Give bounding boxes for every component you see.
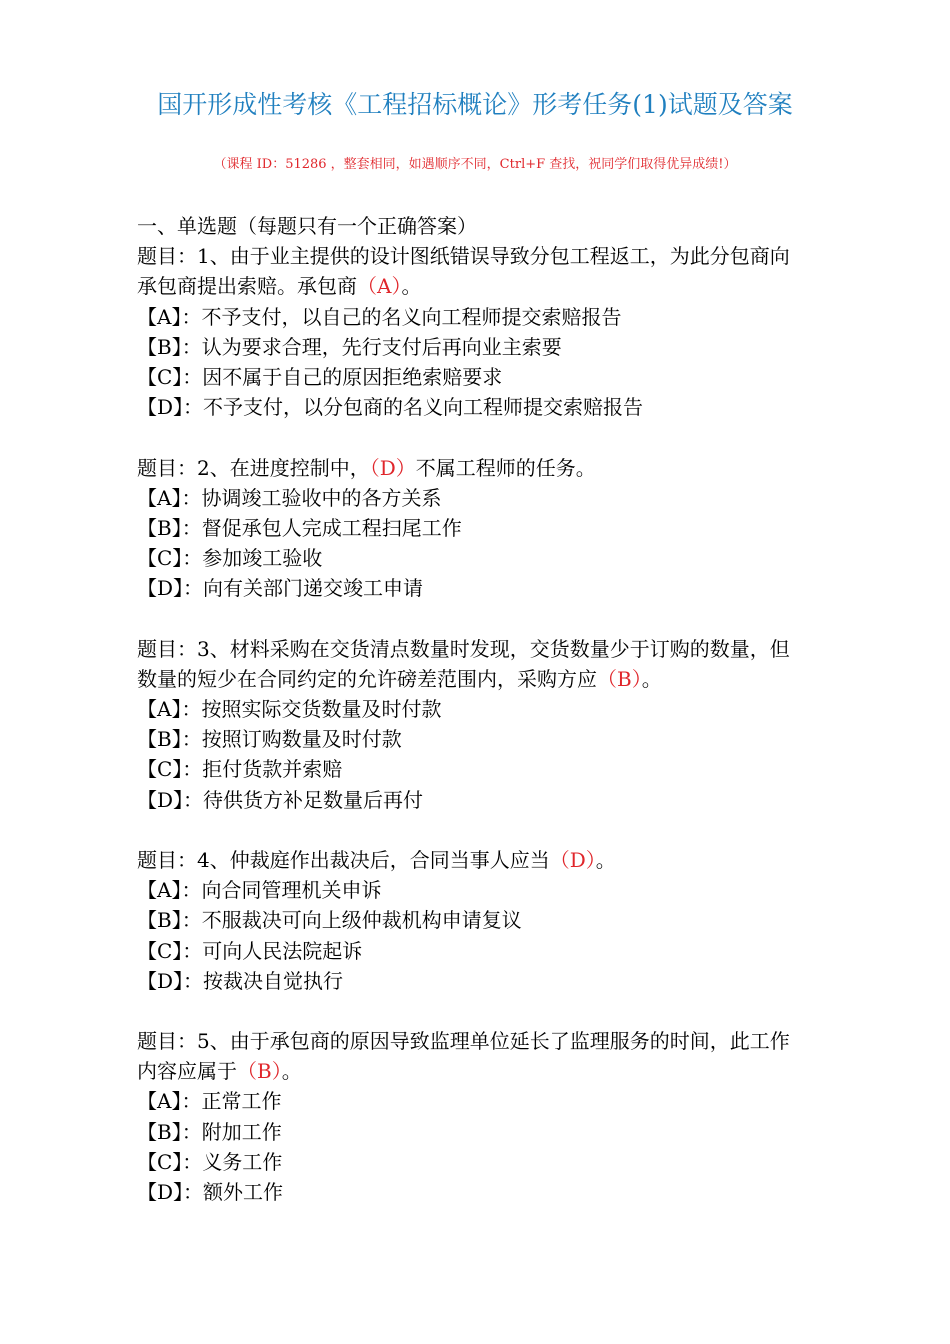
question-stem-text: 题目：2、在进度控制中， bbox=[137, 455, 370, 480]
question-stem-text: 。 bbox=[595, 847, 616, 872]
option-d: 【D】：不予支付，以分包商的名义向工程师提交索赔报告 bbox=[137, 395, 644, 420]
document-body bbox=[137, 211, 865, 1207]
option-a: 【A】：正常工作 bbox=[137, 1089, 282, 1114]
option-d: 【D】：按裁决自觉执行 bbox=[137, 968, 344, 993]
question-2 bbox=[137, 453, 865, 604]
section-heading: 一、单选题（每题只有一个正确答案） bbox=[137, 214, 477, 238]
option-d: 【D】：待供货方补足数量后再付 bbox=[137, 787, 424, 812]
question-4 bbox=[137, 845, 865, 996]
answer-mark: （A） bbox=[357, 274, 402, 299]
question-stem bbox=[137, 1056, 865, 1086]
option-b: 【B】：附加工作 bbox=[137, 1119, 282, 1144]
question-stem-text: 。 bbox=[281, 1059, 302, 1084]
option-c: 【C】：拒付货款并索赔 bbox=[137, 757, 343, 782]
question-stem: 题目：1、由于业主提供的设计图纸错误导致分包工程返工，为此分包商向 bbox=[137, 244, 790, 269]
question-stem-text: 内容应属于 bbox=[137, 1059, 237, 1084]
option-c: 【C】：可向人民法院起诉 bbox=[137, 938, 363, 963]
question-stem bbox=[137, 664, 865, 694]
answer-mark: （D） bbox=[549, 847, 596, 872]
question-stem-text: 题目：4、仲裁庭作出裁决后，合同当事人应当 bbox=[137, 847, 550, 872]
option-d: 【D】：额外工作 bbox=[137, 1180, 284, 1204]
question-stem: 题目：3、材料采购在交货清点数量时发现，交货数量少于订购的数量，但 bbox=[137, 636, 790, 661]
option-b: 【B】：按照订购数量及时付款 bbox=[137, 727, 402, 752]
option-a: 【A】：按照实际交货数量及时付款 bbox=[137, 697, 442, 721]
answer-mark: （B） bbox=[597, 666, 642, 691]
question-5 bbox=[137, 1026, 865, 1207]
document-title: 国开形成性考核《工程招标概论》形考任务(1)试题及答案 bbox=[157, 90, 793, 119]
option-d: 【D】：向有关部门递交竣工申请 bbox=[137, 576, 424, 601]
option-b: 【B】：不服裁决可向上级仲裁机构申请复议 bbox=[137, 908, 522, 933]
question-stem-text: 。 bbox=[401, 274, 422, 299]
option-c: 【C】：义务工作 bbox=[137, 1149, 283, 1174]
question-1 bbox=[137, 241, 865, 422]
question-stem-text: 。 bbox=[641, 666, 662, 691]
answer-mark: （D） bbox=[369, 455, 416, 480]
option-a: 【A】：不予支付，以自己的名义向工程师提交索赔报告 bbox=[137, 304, 622, 329]
question-stem: 题目：5、由于承包商的原因导致监理单位延长了监理服务的时间，此工作 bbox=[137, 1029, 790, 1054]
question-stem-text: 不属工程师的任务。 bbox=[415, 455, 596, 480]
question-stem bbox=[137, 845, 865, 875]
option-b: 【B】：认为要求合理，先行支付后再向业主索要 bbox=[137, 334, 562, 359]
document-subtitle: （课程 ID：51286 ，整套相同，如遇顺序不同，Ctrl+F 查找，祝同学们取得优异成绩!） bbox=[213, 157, 737, 172]
question-3 bbox=[137, 634, 865, 815]
option-c: 【C】：参加竣工验收 bbox=[137, 546, 323, 571]
option-c: 【C】：因不属于自己的原因拒绝索赔要求 bbox=[137, 364, 503, 389]
answer-mark: （B） bbox=[237, 1059, 282, 1084]
option-a: 【A】：协调竣工验收中的各方关系 bbox=[137, 485, 442, 510]
option-a: 【A】：向合同管理机关申诉 bbox=[137, 878, 382, 903]
question-stem bbox=[137, 453, 865, 483]
question-stem-text: 承包商提出索赔。承包商 bbox=[137, 274, 357, 299]
question-stem-text: 数量的短少在合同约定的允许磅差范围内，采购方应 bbox=[137, 666, 597, 691]
option-b: 【B】：督促承包人完成工程扫尾工作 bbox=[137, 515, 462, 540]
question-stem bbox=[137, 271, 865, 301]
